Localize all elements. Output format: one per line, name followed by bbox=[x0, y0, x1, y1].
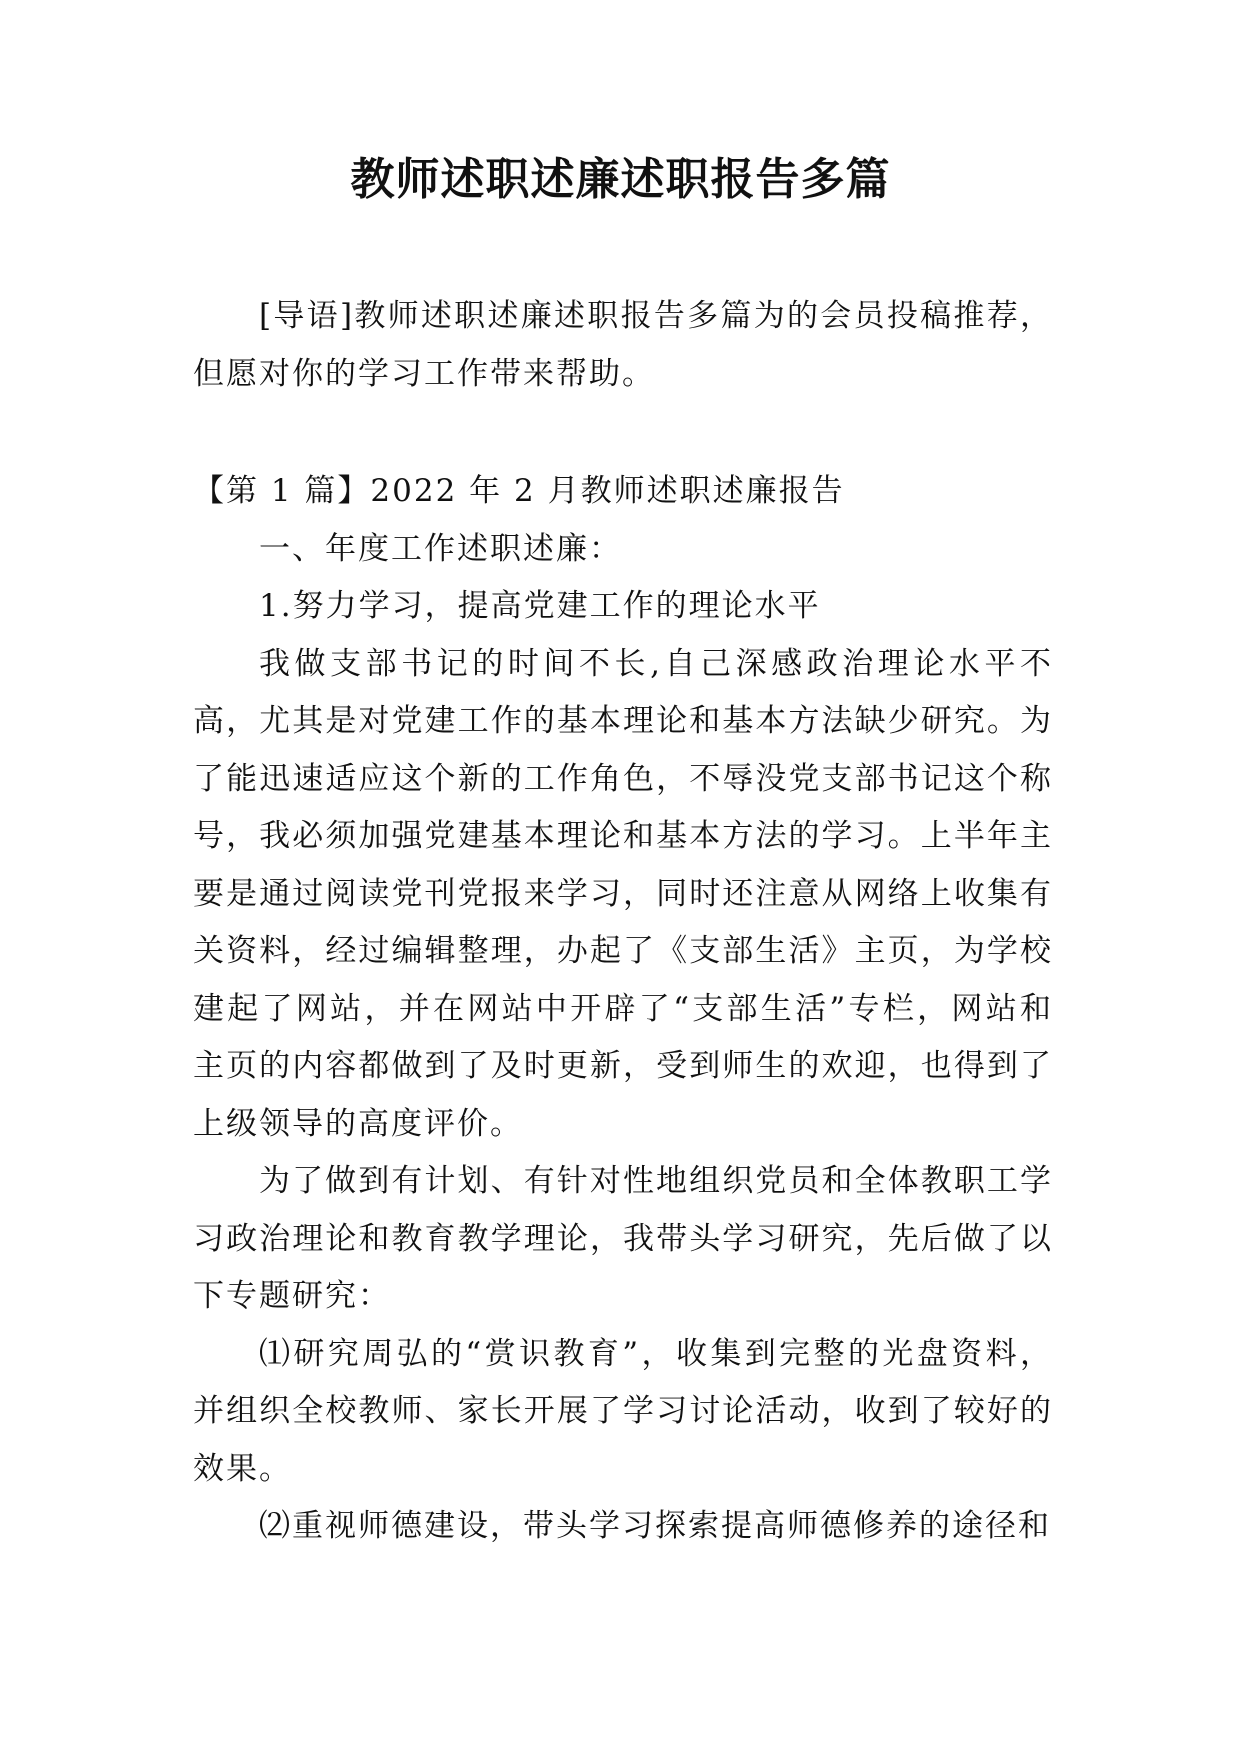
subheading-annual-work: 一、年度工作述职述廉： bbox=[259, 530, 622, 567]
article-body bbox=[193, 463, 1053, 1556]
intro-block bbox=[193, 288, 1053, 403]
document-title: 教师述职述廉述职报告多篇 bbox=[350, 154, 891, 205]
subheading-study: 1.努力学习，提高党建工作的理论水平 bbox=[259, 588, 821, 624]
section-heading: 【第 1 篇】2022 年 2 月教师述职述廉报告 bbox=[193, 473, 845, 509]
body-paragraph: ⑴研究周弘的“赏识教育”，收集到完整的光盘资料，并组织全校教师、家长开展了学习讨论活动，收到了较好的效果。 bbox=[193, 1335, 1053, 1487]
intro-paragraph: [导语]教师述职述廉述职报告多篇为的会员投稿推荐，但愿对你的学习工作带来帮助。 bbox=[193, 298, 1053, 392]
body-paragraph: 为了做到有计划、有针对性地组织党员和全体教职工学习政治理论和教育教学理论，我带头学习研究，先后做了以下专题研究： bbox=[193, 1163, 1053, 1314]
body-paragraph: ⑵重视师德建设，带头学习探索提高师德修养的途径和 bbox=[259, 1508, 1051, 1544]
body-paragraph: 我做支部书记的时间不长,自己深感政治理论水平不高，尤其是对党建工作的基本理论和基本方法缺少研究。为了能迅速适应这个新的工作角色，不辱没党支部书记这个称号，我必须加强党建基本理论和基本方法的学习。上半年主要是通过阅读党刊党报来学习，同时还注意从网络上收集有关资料，经过编辑整理，办起了《支部生活》主页，为学校建起了网站，并在网站中开辟了“支部生活”专栏，网站和主页的内容都做到了及时更新，受到师生的欢迎，也得到了上级领导的高度评价。 bbox=[193, 645, 1053, 1142]
